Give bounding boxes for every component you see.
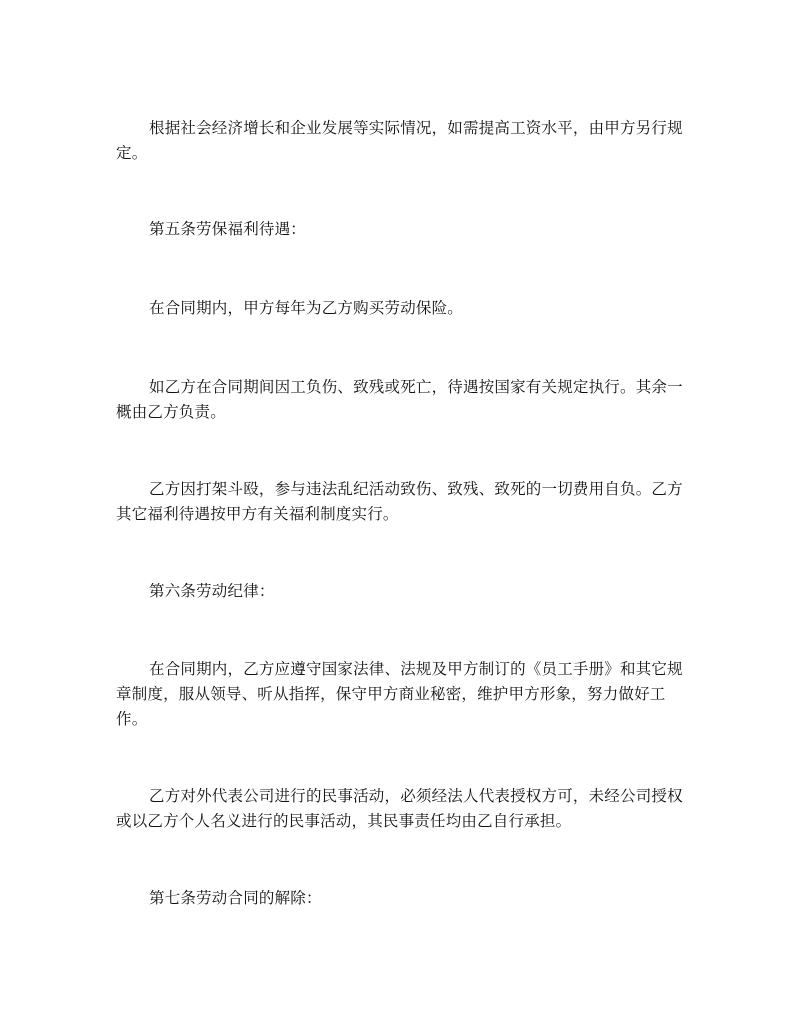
heading-article-5: 第五条劳保福利待遇： bbox=[149, 220, 307, 238]
paragraph-civil-activities: 乙方对外代表公司进行的民事活动，必须经法人代表授权方可，未经公司授权或以乙方个人名义进行的民事活动，其民事责任均由乙自行承担。 bbox=[116, 787, 683, 830]
heading-article-6: 第六条劳动纪律： bbox=[149, 582, 275, 600]
paragraph-labor-discipline: 在合同期内，乙方应遵守国家法律、法规及甲方制订的《员工手册》和其它规章制度，服从领导、听从指挥，保守甲方商业秘密，维护甲方形象，努力做好工作。 bbox=[116, 660, 683, 728]
paragraph-salary-adjustment: 根据社会经济增长和企业发展等实际情况，如需提高工资水平，由甲方另行规定。 bbox=[116, 119, 683, 162]
paragraph-work-injury: 如乙方在合同期间因工负伤、致残或死亡，待遇按国家有关规定执行。其余一概由乙方负责。 bbox=[116, 378, 683, 421]
paragraph-fighting-expenses: 乙方因打架斗殴，参与违法乱纪活动致伤、致残、致死的一切费用自负。乙方其它福利待遇按甲方有关福利制度实行。 bbox=[116, 480, 683, 523]
paragraph-insurance: 在合同期内，甲方每年为乙方购买劳动保险。 bbox=[149, 299, 464, 317]
heading-article-7: 第七条劳动合同的解除： bbox=[149, 889, 322, 907]
